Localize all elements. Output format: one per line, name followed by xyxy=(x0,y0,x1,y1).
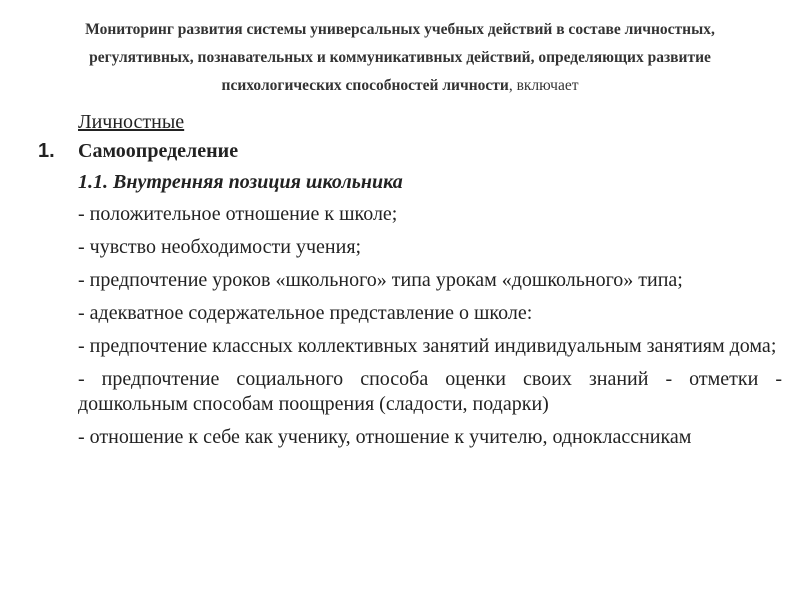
list-item: - предпочтение социального способа оценки своих знаний - отметки - дошкольным способам поощрения (сладости, подарки) xyxy=(78,368,782,415)
list-item: - отношение к себе как ученику, отношение к учителю, одноклассникам xyxy=(78,426,692,448)
section-heading: Личностные xyxy=(78,111,185,133)
slide-title xyxy=(40,16,760,100)
slide-title-rest: , включает xyxy=(508,77,579,94)
list-item: - адекватное содержательное представление о школе: xyxy=(78,302,533,324)
numbered-item xyxy=(0,139,800,164)
item-number: 1. xyxy=(38,140,55,162)
list-item: - предпочтение классных коллективных занятий индивидуальным занятиям дома; xyxy=(78,335,777,357)
slide-title-bold: Мониторинг развития системы универсальных учебных действий в составе личностных, регулятивных, познавательных и коммуникативных действий, определяющих развитие психологических способностей личности xyxy=(85,21,715,94)
list-item: - чувство необходимости учения; xyxy=(78,236,362,258)
item-label: Самоопределение xyxy=(78,140,239,162)
list-item: - положительное отношение к школе; xyxy=(78,203,398,225)
slide-content xyxy=(0,110,800,458)
subheading: 1.1. Внутренняя позиция школьника xyxy=(78,171,403,193)
list-item: - предпочтение уроков «школьного» типа урокам «дошкольного» типа; xyxy=(78,269,683,291)
